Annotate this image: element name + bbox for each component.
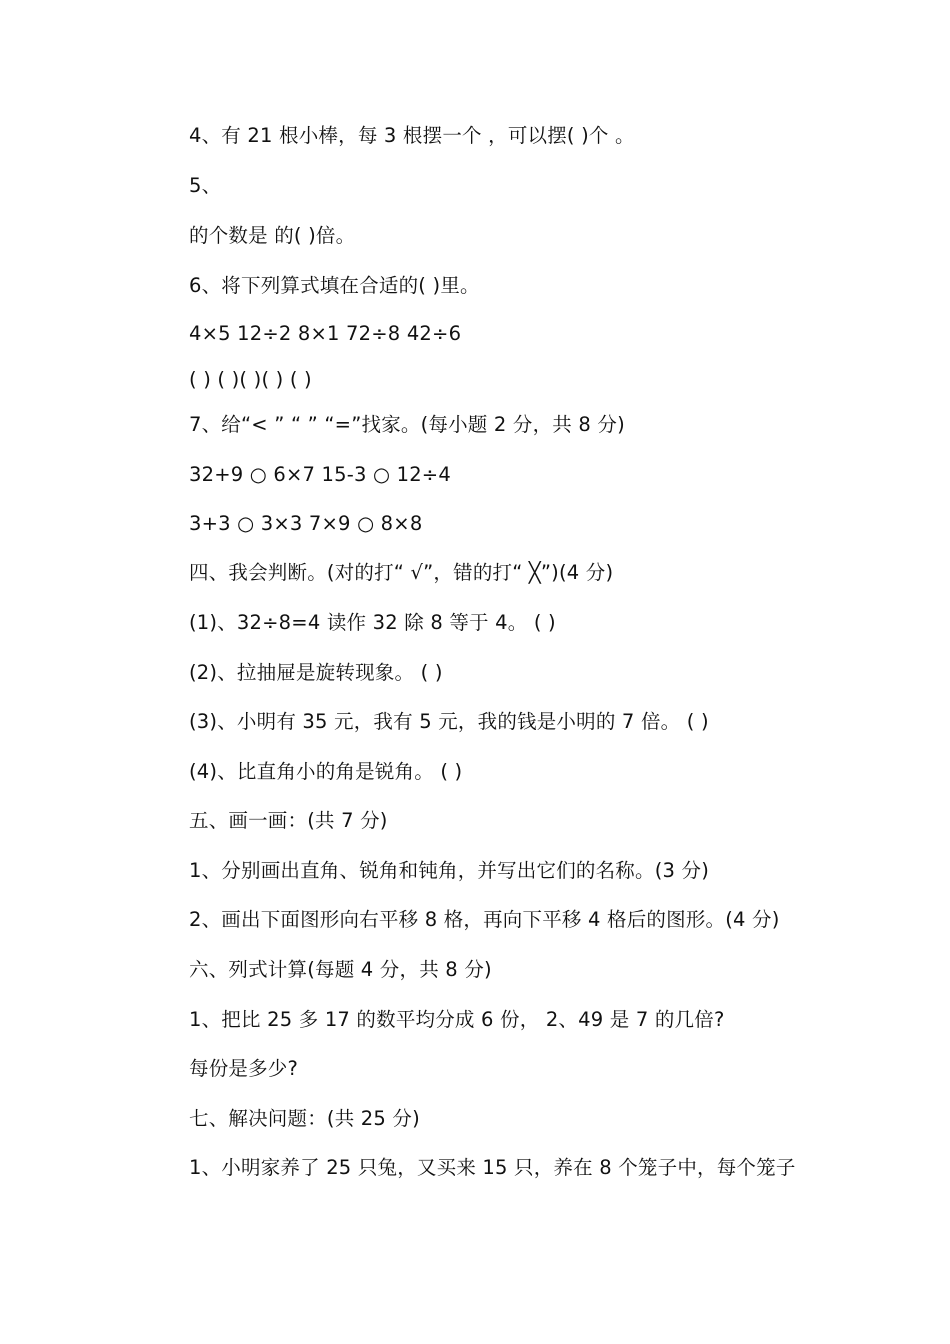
question-6-answer-blanks: ( ) ( )( )( ) ( ): [189, 368, 312, 391]
judgment-item-1: (1)、32÷8=4 读作 32 除 8 等于 4。 ( ): [189, 611, 556, 634]
question-6: 6、将下列算式填在合适的( )里。: [189, 274, 480, 297]
question-4: 4、有 21 根小棒，每 3 根摆一个 ，可以摆( )个 。: [189, 124, 635, 147]
question-5-label: 5、: [189, 174, 222, 197]
section-7-heading: 七、解决问题：(共 25 分): [189, 1107, 420, 1130]
section-5-heading: 五、画一画：(共 7 分): [189, 809, 388, 832]
judgment-item-3: (3)、小明有 35 元，我有 5 元，我的钱是小明的 7 倍。 ( ): [189, 710, 709, 733]
section-4-heading: 四、我会判断。(对的打“ √”，错的打“ ╳”)(4 分): [189, 561, 614, 584]
drawing-task-2: 2、画出下面图形向右平移 8 格，再向下平移 4 格后的图形。(4 分): [189, 908, 780, 931]
calculation-task-1-cont: 每份是多少?: [189, 1057, 299, 1080]
drawing-task-1: 1、分别画出直角、锐角和钝角，并写出它们的名称。(3 分): [189, 859, 710, 882]
section-6-heading: 六、列式计算(每题 4 分，共 8 分): [189, 958, 492, 981]
judgment-item-4: (4)、比直角小的角是锐角。 ( ): [189, 760, 463, 783]
calculation-tasks: 1、把比 25 多 17 的数平均分成 6 份， 2、49 是 7 的几倍?: [189, 1008, 725, 1031]
question-6-expressions: 4×5 12÷2 8×1 72÷8 42÷6: [189, 322, 462, 345]
judgment-item-2: (2)、拉抽屉是旋转现象。 ( ): [189, 661, 443, 684]
question-7-row-2: 3+3 ○ 3×3 7×9 ○ 8×8: [189, 512, 423, 535]
problem-1: 1、小明家养了 25 只兔，又买来 15 只，养在 8 个笼子中，每个笼子: [189, 1156, 796, 1179]
question-7-row-1: 32+9 ○ 6×7 15-3 ○ 12÷4: [189, 463, 451, 486]
question-5-text: 的个数是 的( )倍。: [189, 224, 356, 247]
question-7: 7、给“< ” “ ” “=”找家。(每小题 2 分，共 8 分): [189, 413, 625, 436]
